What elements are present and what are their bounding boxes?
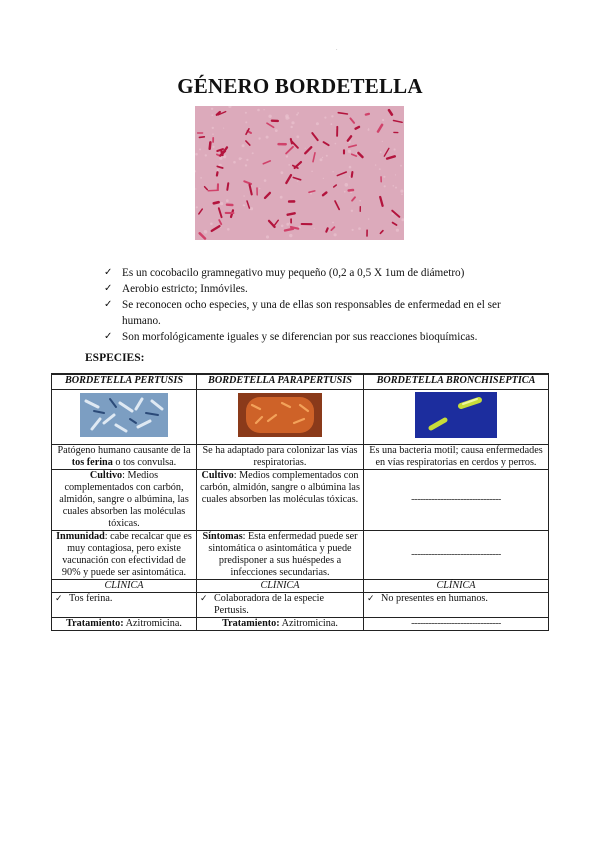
bacterium-rod: [217, 172, 218, 175]
fact-item: ✓ Aerobio estricto; Inmóviles.: [104, 283, 248, 295]
header-bronchiseptica: BORDETELLA BRONCHISEPTICA: [364, 374, 549, 390]
image-cell: [52, 390, 197, 445]
table-row-tratamiento: [52, 618, 549, 631]
bacterium-rod: [214, 202, 219, 203]
bacterium-rod: [210, 142, 211, 148]
table-row-images: [52, 390, 549, 445]
bacterium-rod: [227, 183, 228, 190]
image-cell: [364, 390, 549, 445]
cultivo-bronchiseptica: -------------------------------: [364, 470, 549, 531]
bacterium-rod: [208, 190, 218, 191]
bacterium-rod: [356, 127, 359, 129]
fact-item: ✓ Es un cocobacilo gramnegativo muy pequeño (0,2 a 0,5 X 1um de diámetro): [104, 267, 465, 279]
check-icon: ✓: [55, 594, 63, 604]
clinica-label: CLÍNICA: [52, 580, 197, 593]
page-title: GÉNERO BORDETELLA: [177, 74, 423, 98]
stray-dot: .: [336, 46, 338, 52]
clinica-label: CLÍNICA: [197, 580, 364, 593]
pertusis-image: [80, 393, 168, 437]
table-row-inmunidad-sintomas: [52, 531, 549, 580]
fact-item: ✓ Son morfológicamente iguales y se diferencian por sus reacciones bioquímicas.: [104, 331, 478, 343]
cultivo-parapertusis: Cultivo: Medios complementados con carbón, almidón, sangre o albúmina las cuales absorben las moléculas tóxicas.: [197, 470, 364, 531]
check-icon: ✓: [200, 594, 208, 604]
header-pertusis: BORDETELLA PERTUSIS: [52, 374, 197, 390]
bacterium-rod: [199, 137, 204, 138]
bacterium-rod: [288, 213, 295, 214]
species-heading: ESPECIES:: [85, 352, 145, 364]
header-parapertusis: BORDETELLA PARAPERTUSIS: [197, 374, 364, 390]
parapertusis-image: [238, 393, 322, 437]
table-row-cultivo: [52, 470, 549, 531]
facts-list: [104, 265, 534, 345]
table-row-clinica-items: [52, 593, 549, 618]
species-table: [51, 373, 549, 631]
clinica-bronchiseptica: ✓ No presentes en humanos.: [364, 593, 549, 618]
microscopy-image: [195, 106, 404, 240]
clinica-pertusis: ✓ Tos ferina.: [52, 593, 197, 618]
image-cell: [197, 390, 364, 445]
table-row-description: [52, 445, 549, 470]
row3-bronchiseptica: -------------------------------: [364, 531, 549, 580]
bacterium-rod: [326, 228, 327, 231]
gram-stain-illustration: [195, 106, 404, 240]
bacterium-rod: [349, 190, 353, 191]
sintomas-parapertusis: Síntomas: Esta enfermedad puede ser sintomática o asintomática y puede predisponer a sus huéspedes a infecciones secundarias.: [197, 531, 364, 580]
clinica-parapertusis: ✓ Colaboradora de la especie Pertusis.: [197, 593, 364, 618]
fact-item: ✓ Se reconocen ocho especies, y una de ellas son responsables de enfermedad en el ser humano.: [104, 299, 501, 327]
desc-parapertusis: Se ha adaptado para colonizar las vías respiratorias.: [197, 445, 364, 470]
table-row-clinica-header: [52, 580, 549, 593]
desc-bronchiseptica: Es una bacteria motil; causa enfermedades en vías respiratorias en cerdos y perros.: [364, 445, 549, 470]
inmunidad-pertusis: Inmunidad: cabe recalcar que es muy contagiosa, pero existe vacunación con efectividad de 90% y puede ser asintomática.: [52, 531, 197, 580]
bronchiseptica-image: [415, 392, 497, 438]
clinica-label: CLÍNICA: [364, 580, 549, 593]
bacterium-rod: [291, 139, 292, 143]
bacterium-rod: [366, 114, 369, 115]
check-icon: ✓: [104, 267, 113, 278]
tratamiento-pertusis: Tratamiento: Azitromicina.: [52, 618, 197, 631]
check-icon: ✓: [104, 299, 113, 310]
bacterium-rod: [285, 229, 293, 231]
tratamiento-parapertusis: Tratamiento: Azitromicina.: [197, 618, 364, 631]
check-icon: ✓: [104, 331, 113, 342]
check-icon: ✓: [104, 283, 113, 294]
check-icon: ✓: [367, 594, 375, 604]
tratamiento-bronchiseptica: -------------------------------: [364, 618, 549, 631]
desc-pertusis: Patógeno humano causante de la tos ferina o tos convulsa.: [52, 445, 197, 470]
cultivo-pertusis: Cultivo: Medios complementados con carbón, almidón, sangre o albúmina, las cuales absorben las moléculas tóxicas.: [52, 470, 197, 531]
bacterium-rod: [352, 172, 353, 177]
table-header-row: [52, 374, 549, 390]
